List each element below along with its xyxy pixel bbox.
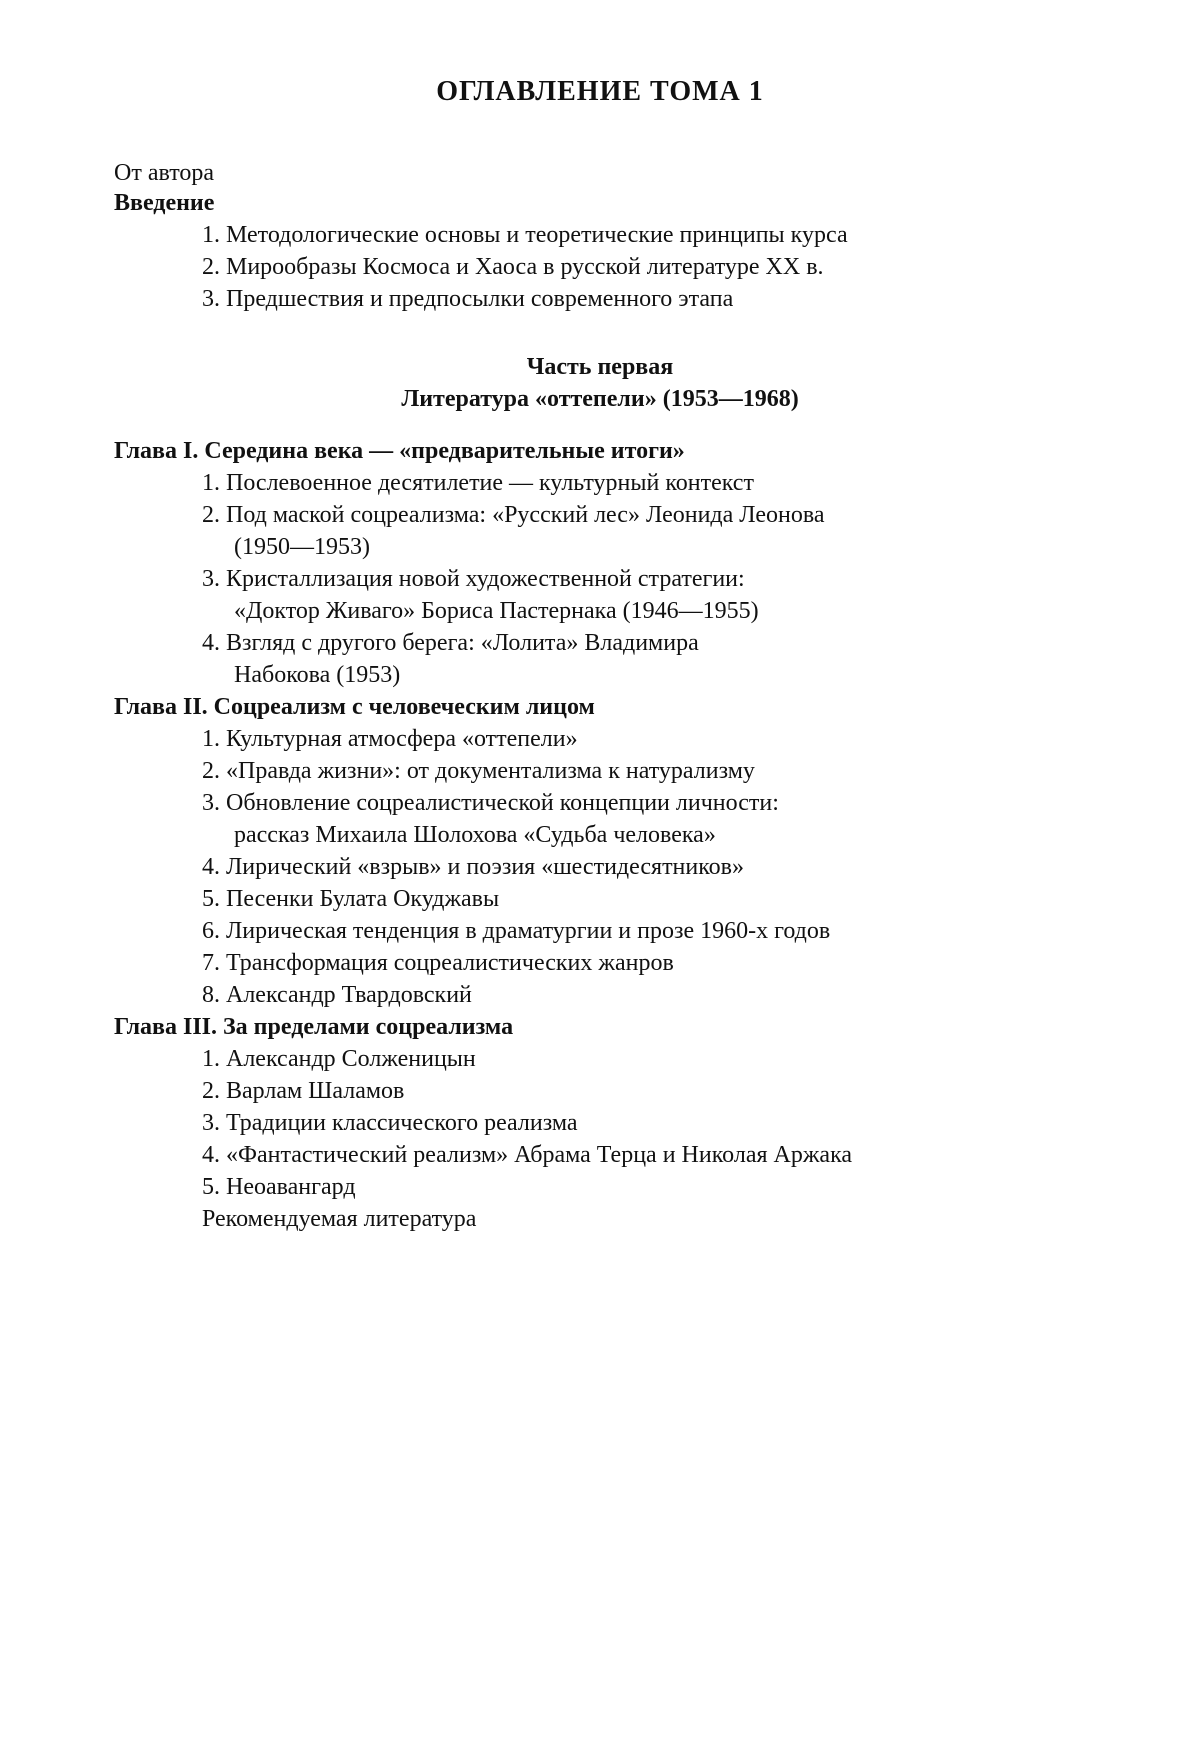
toc-intro-item: 2. Мирообразы Космоса и Хаоса в русской литературе XX в. bbox=[202, 254, 824, 280]
toc-item: 2. Варлам Шаламов bbox=[202, 1078, 405, 1104]
toc-item-continuation: «Доктор Живаго» Бориса Пастернака (1946—1955) bbox=[234, 598, 759, 624]
part-label: Часть первая bbox=[526, 354, 674, 380]
toc-entry-introduction: Введение bbox=[114, 190, 215, 216]
toc-entry-recommended-reading: Рекомендуемая литература bbox=[202, 1206, 477, 1232]
toc-intro-item: 3. Предшествия и предпосылки современного этапа bbox=[202, 286, 734, 312]
toc-item-continuation: Набокова (1953) bbox=[234, 662, 401, 688]
toc-item: 3. Кристаллизация новой художественной стратегии: bbox=[202, 566, 745, 592]
toc-item: 2. Под маской соцреализма: «Русский лес» Леонида Леонова bbox=[202, 502, 825, 528]
toc-item: 1. Александр Солженицын bbox=[202, 1046, 476, 1072]
toc-item: 3. Обновление соцреалистической концепции личности: bbox=[202, 790, 779, 816]
toc-item: 1. Культурная атмосфера «оттепели» bbox=[202, 726, 578, 752]
toc-item-continuation: рассказ Михаила Шолохова «Судьба человека» bbox=[234, 822, 716, 848]
toc-item: 6. Лирическая тенденция в драматургии и прозе 1960-х годов bbox=[202, 918, 831, 944]
page-title: ОГЛАВЛЕНИЕ ТОМА 1 bbox=[436, 76, 764, 107]
part-title: Литература «оттепели» (1953—1968) bbox=[401, 386, 799, 412]
chapter-title: Глава I. Середина века — «предварительные итоги» bbox=[114, 438, 685, 464]
toc-item: 4. Взгляд с другого берега: «Лолита» Владимира bbox=[202, 630, 699, 656]
toc-item: 4. «Фантастический реализм» Абрама Терца и Николая Аржака bbox=[202, 1142, 853, 1168]
toc-item: 2. «Правда жизни»: от документализма к натурализму bbox=[202, 758, 755, 784]
toc-item: 1. Послевоенное десятилетие — культурный контекст bbox=[202, 470, 754, 496]
toc-item: 8. Александр Твардовский bbox=[202, 982, 472, 1008]
toc-item: 3. Традиции классического реализма bbox=[202, 1110, 578, 1136]
chapter-title: Глава III. За пределами соцреализма bbox=[114, 1014, 514, 1040]
toc-entry-from-author: От автора bbox=[114, 160, 215, 186]
toc-item-continuation: (1950—1953) bbox=[234, 534, 370, 560]
toc-item: 5. Песенки Булата Окуджавы bbox=[202, 886, 500, 912]
chapter-title: Глава II. Соцреализм с человеческим лицом bbox=[114, 694, 595, 720]
toc-item: 7. Трансформация соцреалистических жанров bbox=[202, 950, 674, 976]
toc-item: 4. Лирический «взрыв» и поэзия «шестидесятников» bbox=[202, 854, 745, 880]
toc-item: 5. Неоавангард bbox=[202, 1174, 356, 1200]
toc-intro-item: 1. Методологические основы и теоретические принципы курса bbox=[202, 222, 848, 248]
